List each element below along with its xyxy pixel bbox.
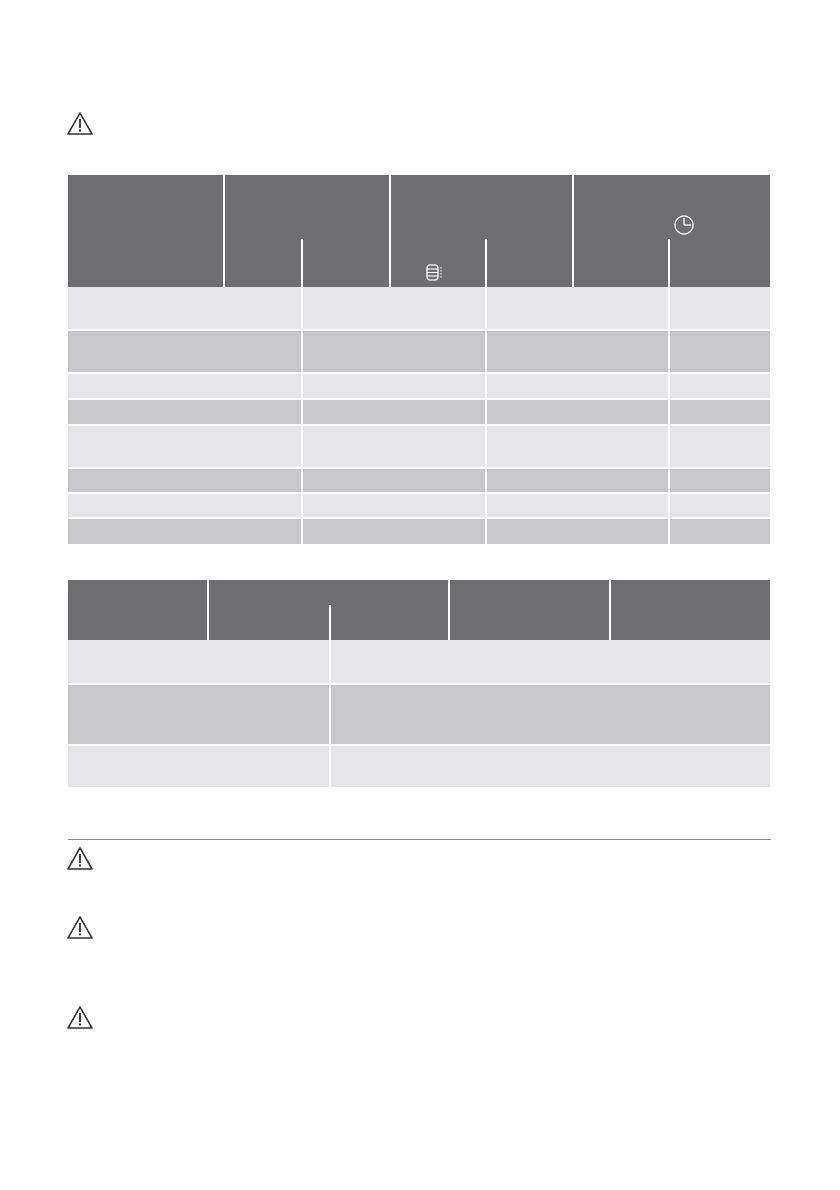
table-row: [68, 469, 770, 492]
section-divider: [68, 839, 771, 840]
table-row: [68, 685, 770, 744]
table-row: [68, 426, 770, 467]
warning-icon: [66, 111, 94, 137]
oven-shelf-icon: [425, 263, 445, 283]
table-row: [68, 331, 770, 372]
table-row: [68, 746, 770, 787]
table-header: [68, 175, 770, 287]
warning-icon: [66, 915, 94, 941]
table-row: [68, 287, 770, 329]
table-header: [68, 580, 770, 640]
table-row: [68, 400, 770, 424]
table-row: [68, 494, 770, 517]
warning-icon: [66, 1005, 94, 1031]
table-row: [68, 374, 770, 398]
table-row: [68, 519, 770, 544]
table-row: [68, 640, 770, 683]
clock-timer-icon: [673, 214, 695, 236]
warning-icon: [66, 846, 94, 872]
